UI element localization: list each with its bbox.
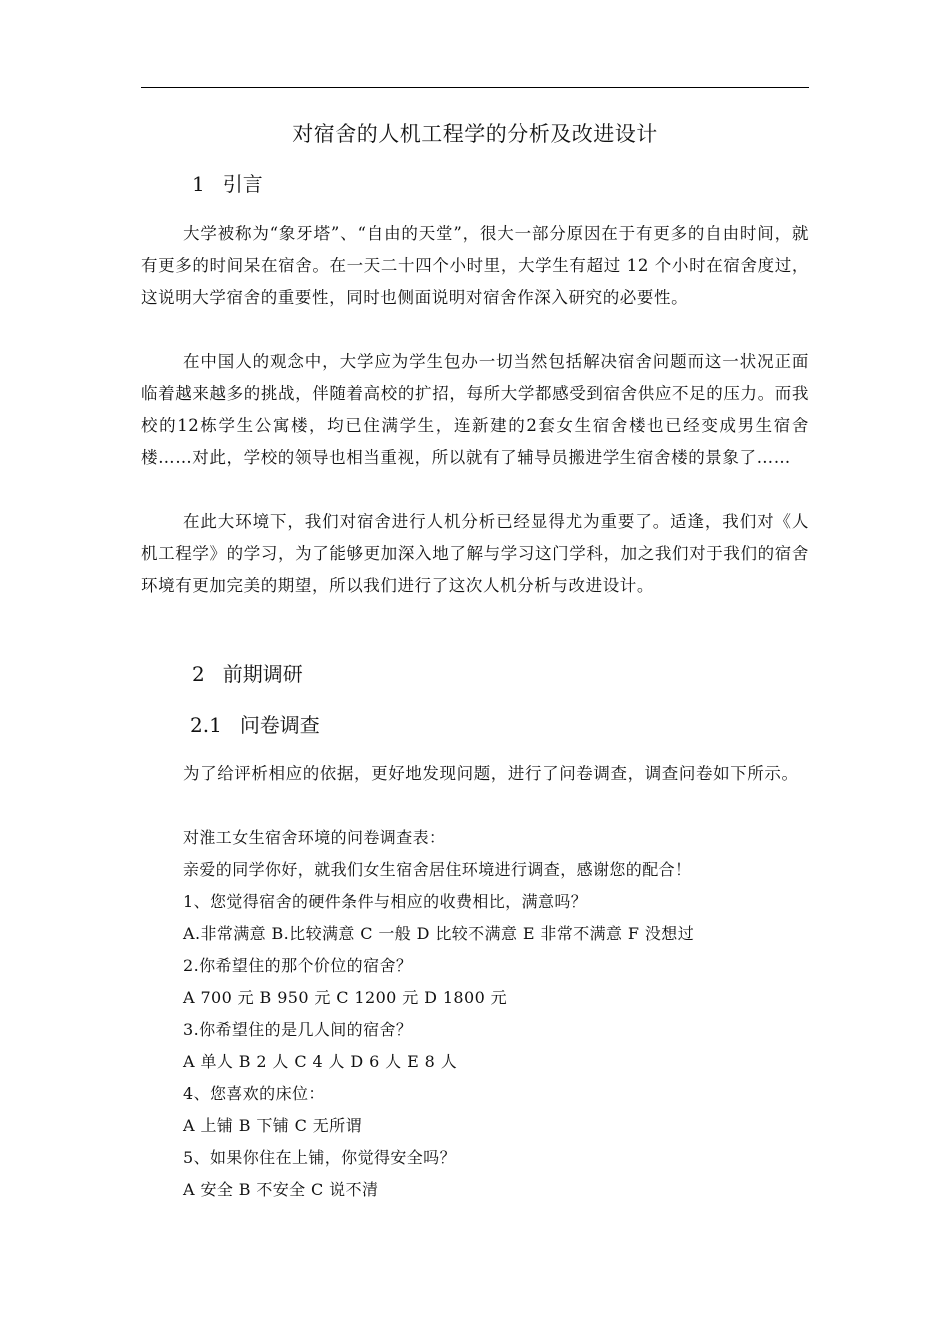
section-2-number: 2 (192, 662, 205, 686)
survey-intro-paragraph: 为了给评析相应的依据，更好地发现问题，进行了问卷调查，调查问卷如下所示。 (183, 764, 799, 783)
intro-paragraph-2: 在中国人的观念中，大学应为学生包办一切当然包括解决宿舍问题而这一状况正面临着越来越多的挑战，伴随着高校的扩招，每所大学都感受到宿舍供应不足的压力。而我校的12栋学生公寓楼，均已住满学生，连新建的2套女生宿舍楼也已经变成男生宿舍楼……对此，学校的领导也相当重视，所以就有了辅导员搬进学生宿舍楼的景象了…… (141, 352, 809, 467)
section-1-heading (192, 168, 263, 200)
question-1-options: A.非常满意 B.比较满意 C 一般 D 比较不满意 E 非常不满意 F 没想过 (183, 924, 695, 943)
survey-greeting-line: 亲爱的同学你好，就我们女生宿舍居住环境进行调查，感谢您的配合！ (183, 860, 692, 879)
header-rule (141, 87, 809, 88)
intro-paragraph-3: 在此大环境下，我们对宿舍进行人机分析已经显得尤为重要了。适逢，我们对《人机工程学》的学习，为了能够更加深入地了解与学习这门学科，加之我们对于我们的宿舍环境有更加完美的期望，所以我们进行了这次人机分析与改进设计。 (141, 512, 809, 595)
section-2-title: 前期调研 (222, 662, 303, 686)
question-4: 4、您喜欢的床位： (183, 1084, 325, 1103)
section-1-number: 1 (192, 172, 205, 196)
intro-paragraph-1: 大学被称为“象牙塔”、“自由的天堂”，很大一部分原因在于有更多的自由时间，就有更多的时间呆在宿舍。在一天二十四个小时里，大学生有超过 12 个小时在宿舍度过，这说明大学宿舍的重要性，同时也侧面说明对宿舍作深入研究的必要性。 (141, 224, 809, 307)
question-1: 1、您觉得宿舍的硬件条件与相应的收费相比，满意吗？ (183, 892, 588, 911)
section-2-1-number: 2.1 (190, 713, 222, 737)
question-4-options: A 上铺 B 下铺 C 无所谓 (183, 1116, 362, 1135)
section-1-title: 引言 (222, 172, 263, 196)
section-2-1-heading (190, 709, 320, 741)
document-title: 对宿舍的人机工程学的分析及改进设计 (292, 122, 658, 146)
question-3-options: A 单人 B 2 人 C 4 人 D 6 人 E 8 人 (183, 1052, 458, 1071)
question-5: 5、如果你住在上铺，你觉得安全吗？ (183, 1148, 456, 1167)
question-2: 2.你希望住的那个价位的宿舍？ (183, 956, 413, 975)
question-3: 3.你希望住的是几人间的宿舍？ (183, 1020, 413, 1039)
section-2-heading (192, 658, 303, 690)
question-5-options: A 安全 B 不安全 C 说不清 (183, 1180, 379, 1199)
question-2-options: A 700 元 B 950 元 C 1200 元 D 1800 元 (183, 988, 508, 1007)
section-2-1-title: 问卷调查 (239, 713, 320, 737)
survey-title-line: 对淮工女生宿舍环境的问卷调查表： (183, 828, 446, 847)
